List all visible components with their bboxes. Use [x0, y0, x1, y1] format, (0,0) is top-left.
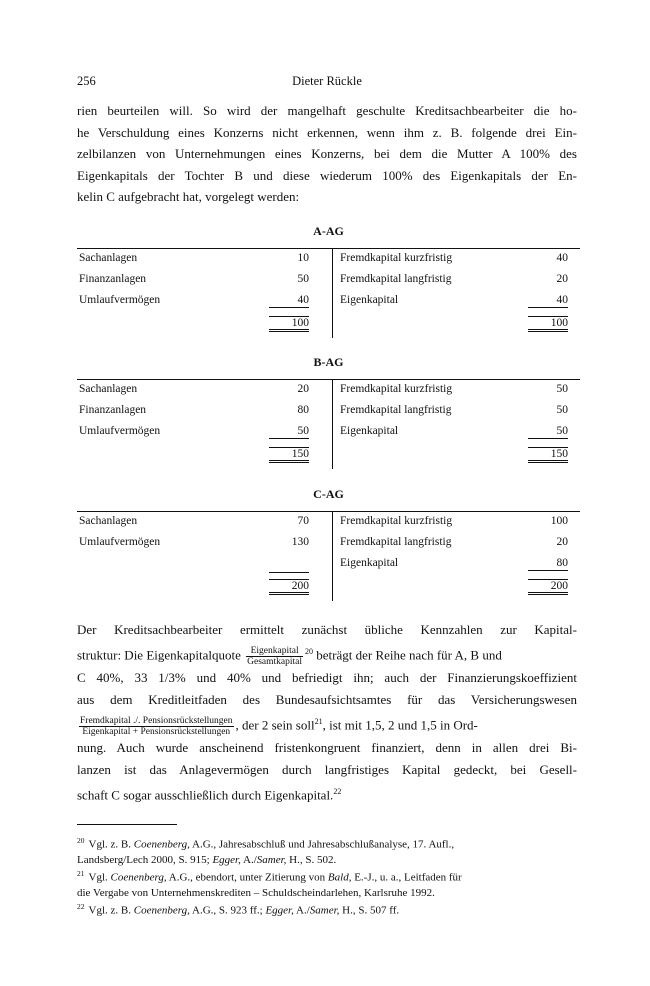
- table-row: [77, 273, 580, 294]
- table-top-rule: [77, 511, 580, 512]
- balance-title: B-AG: [313, 355, 344, 369]
- footnote-ref: 22: [333, 786, 342, 796]
- table-top-rule: [77, 379, 580, 380]
- text-run: beträgt der Reihe nach für A, B und: [316, 647, 502, 663]
- footnote-ref: 21: [314, 716, 323, 726]
- text-run: A./: [296, 904, 310, 917]
- text-run: A.G., S. 923 ff.;: [192, 904, 263, 917]
- total-liabilities: 150: [528, 447, 568, 463]
- text-run: Landsberg/Lech 2000, S. 915;: [77, 853, 210, 866]
- text-line: zelbilanzen von Unternehmungen eines Konzerns, bei dem die Mutter A 100% des: [77, 146, 577, 161]
- text-line: lanzen ist das Anlagevermögen durch langfristiges Kapital gedeckt, bei Gesell-: [77, 761, 577, 777]
- table-row: [77, 557, 580, 578]
- page-number: 256: [77, 74, 96, 88]
- asset-value: 80: [297, 404, 309, 416]
- asset-label: Finanzanlagen: [79, 273, 147, 285]
- text-run: A.G., ebendort, unter Zitierung von: [168, 871, 326, 884]
- text-run: E.-J., u. a., Leitfaden für: [354, 871, 462, 884]
- author-name: Coenenberg,: [133, 904, 190, 917]
- text-run: A.G., Jahresabschluß und Jahresabschlußanalyse, 17. Aufl.,: [192, 838, 455, 851]
- asset-label: Umlaufvermögen: [79, 425, 161, 437]
- text-line: rien beurteilen will. So wird der mangelhaft geschulte Kreditsachbearbeiter die ho-: [77, 103, 577, 118]
- table-top-rule: [77, 248, 580, 249]
- text-run: H., S. 507 ff.: [342, 904, 400, 917]
- balance-title: A-AG: [313, 224, 344, 238]
- liability-label: Eigenkapital: [340, 425, 399, 437]
- analysis-paragraph: [77, 619, 577, 806]
- liability-value: 50: [556, 404, 568, 416]
- liability-value: 40: [528, 294, 568, 308]
- asset-label: Sachanlagen: [79, 515, 138, 527]
- total-assets: 200: [269, 579, 309, 595]
- author-name: Samer,: [256, 853, 287, 866]
- footnote-20: [77, 833, 577, 868]
- text-line: kelin C aufgebracht hat, vorgelegt werden:: [77, 189, 300, 204]
- author-name: Samer,: [309, 904, 340, 917]
- footnote-22: [77, 899, 577, 919]
- liability-label: Fremdkapital kurzfristig: [340, 383, 453, 395]
- text-run: struktur: Die Eigenkapitalquote: [77, 647, 241, 663]
- fraction-numerator: Eigenkapital: [246, 646, 303, 657]
- total-row: [77, 579, 580, 600]
- table-row: [77, 294, 580, 315]
- text-run: , ist mit 1,5, 2 und 1,5 in Ord-: [322, 717, 478, 733]
- asset-label: Umlaufvermögen: [79, 536, 161, 548]
- text-run: , der 2 sein soll: [235, 717, 315, 733]
- asset-value: 10: [297, 252, 309, 264]
- text-run: Vgl. z. B.: [88, 838, 131, 851]
- table-row: [77, 383, 580, 404]
- table-row: [77, 404, 580, 425]
- running-author: Dieter Rückle: [292, 74, 362, 88]
- liability-label: Fremdkapital langfristig: [340, 404, 452, 416]
- asset-value: 130: [291, 536, 309, 548]
- intro-paragraph: [77, 100, 577, 208]
- asset-label: Finanzanlagen: [79, 404, 147, 416]
- asset-value: 50: [297, 273, 309, 285]
- text-run: Vgl.: [88, 871, 108, 884]
- text-run: die Vergabe von Unternehmenskrediten – Schuldscheindarlehen, Karlsruhe 1992.: [77, 886, 435, 899]
- text-line: nung. Auch wurde anscheinend fristenkongruent finanziert, denn in allen drei Bi-: [77, 739, 577, 755]
- footnote-number: 22: [77, 902, 85, 911]
- asset-label: Sachanlagen: [79, 383, 138, 395]
- liability-value: 40: [556, 252, 568, 264]
- balance-title: C-AG: [313, 487, 344, 501]
- text-run: Vgl. z. B.: [88, 904, 131, 917]
- total-row: [77, 316, 580, 337]
- liability-label: Eigenkapital: [340, 557, 399, 569]
- total-assets: 150: [269, 447, 309, 463]
- text-line-with-fraction: [77, 711, 577, 737]
- author-name: Egger,: [265, 904, 294, 917]
- asset-label: Umlaufvermögen: [79, 294, 161, 306]
- author-name: Coenenberg,: [110, 871, 167, 884]
- liability-value: 80: [528, 557, 568, 571]
- liability-value: 50: [528, 425, 568, 439]
- table-row: [77, 515, 580, 536]
- author-name: Egger,: [212, 853, 241, 866]
- text-line: Eigenkapitals der Tochter B und diese wiederum 100% des Eigenkapitals der En-: [77, 167, 577, 183]
- equity-ratio-fraction: [246, 646, 303, 667]
- liability-value: 100: [550, 515, 568, 527]
- author-name: Coenenberg,: [133, 838, 190, 851]
- author-name: Bald,: [327, 871, 352, 884]
- text-run: H., S. 502.: [289, 853, 337, 866]
- liability-label: Fremdkapital langfristig: [340, 273, 452, 285]
- footnote-ref: 20: [305, 647, 314, 656]
- text-line: he Verschuldung eines Konzerns nicht erkennen, wenn ihm z. B. folgende drei Ein-: [77, 124, 577, 140]
- table-row: [77, 425, 580, 446]
- fraction-denominator: Eigenkapital + Pensionsrückstellungen: [82, 726, 231, 737]
- financing-coefficient-fraction: [79, 716, 234, 737]
- text-line: aus dem Kreditleitfaden des Bundesaufsichtsamtes für das Versicherungswesen: [77, 691, 577, 707]
- text-line-with-fraction: [77, 641, 577, 667]
- fraction-denominator: Gesamtkapital: [247, 656, 303, 667]
- fraction-numerator: Fremdkapital ./. Pensionsrückstellungen: [80, 715, 233, 726]
- asset-value: 50: [269, 425, 309, 439]
- text-line: Der Kreditsachbearbeiter ermittelt zunächst übliche Kennzahlen zur Kapital-: [77, 622, 577, 637]
- asset-value-empty: [269, 557, 309, 573]
- footnote-separator: [77, 824, 177, 825]
- text-run: A./: [243, 853, 257, 866]
- asset-value: 40: [269, 294, 309, 308]
- total-row: [77, 447, 580, 468]
- text-line: C 40%, 33 1/3% und 40% und befriedigt ihn; auch der Finanzierungskoeffizient: [77, 669, 577, 685]
- footnote-number: 21: [77, 869, 85, 878]
- footnote-21: [77, 866, 577, 901]
- liability-label: Fremdkapital langfristig: [340, 536, 452, 548]
- balance-sheet-a: [77, 224, 580, 344]
- asset-value: 70: [297, 515, 309, 527]
- balance-sheet-c: [77, 487, 580, 607]
- liability-label: Fremdkapital kurzfristig: [340, 515, 453, 527]
- asset-value: 20: [297, 383, 309, 395]
- balance-sheet-b: [77, 355, 580, 475]
- asset-label: Sachanlagen: [79, 252, 138, 264]
- total-liabilities: 100: [528, 316, 568, 332]
- total-liabilities: 200: [528, 579, 568, 595]
- liability-label: Fremdkapital kurzfristig: [340, 252, 453, 264]
- footnote-number: 20: [77, 836, 85, 845]
- total-assets: 100: [269, 316, 309, 332]
- text-run: schaft C sogar ausschließlich durch Eigenkapital.: [77, 787, 334, 803]
- table-row: [77, 536, 580, 557]
- table-row: [77, 252, 580, 273]
- liability-value: 50: [556, 383, 568, 395]
- liability-value: 20: [556, 273, 568, 285]
- liability-value: 20: [556, 536, 568, 548]
- text-line: [77, 781, 577, 806]
- liability-label: Eigenkapital: [340, 294, 399, 306]
